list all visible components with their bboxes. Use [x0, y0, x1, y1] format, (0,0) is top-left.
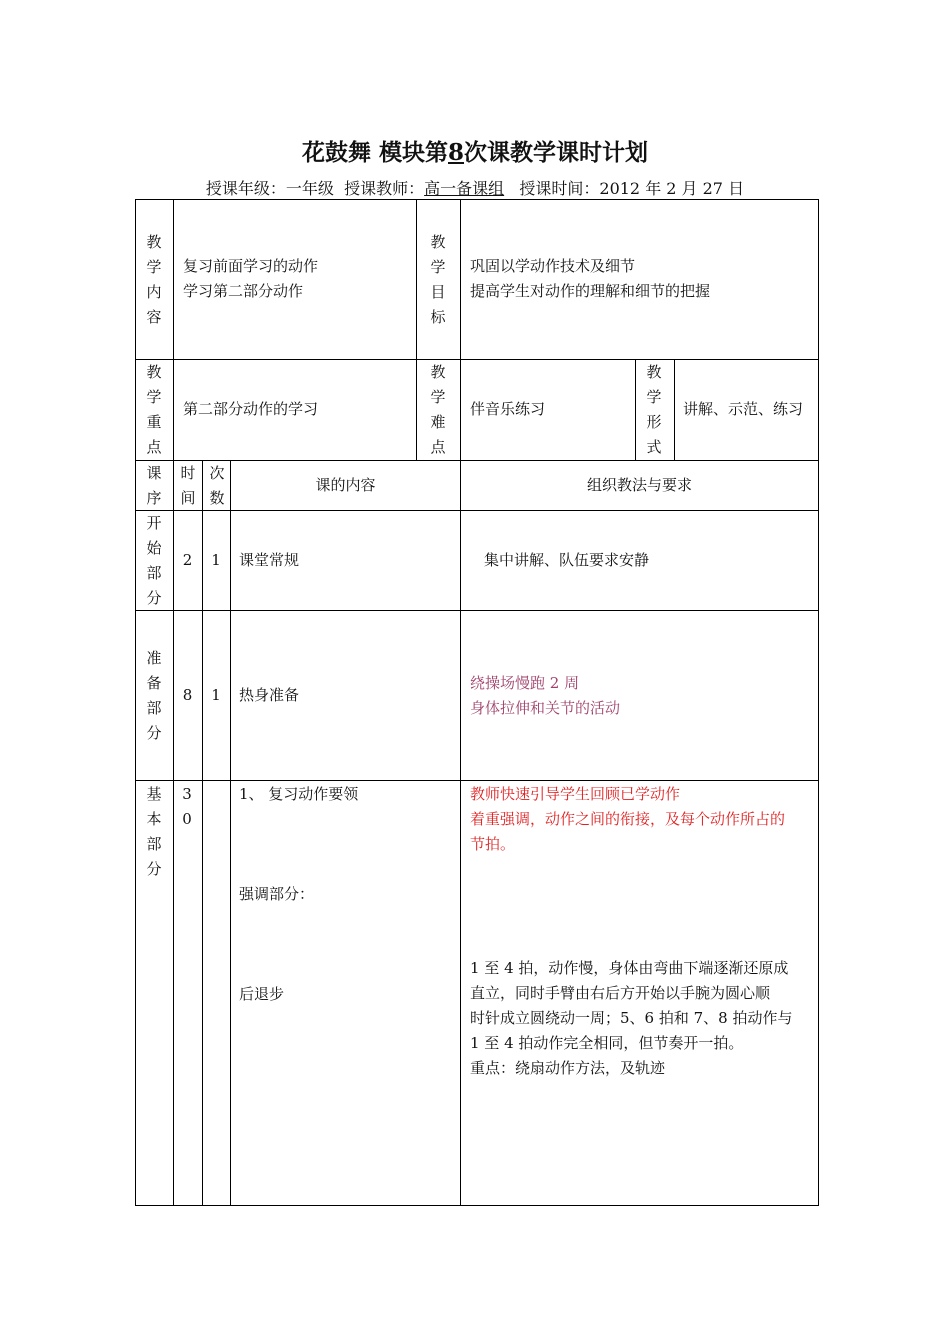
lesson-info-line: [0, 176, 950, 199]
section-content-item: 强调部分：: [239, 885, 315, 903]
title-lesson-number: 8: [448, 139, 465, 166]
section-count: 1: [211, 686, 221, 704]
section-content: 课堂常规: [239, 551, 300, 569]
section-name: 开 始 部 分: [146, 514, 162, 607]
lesson-time: 授课时间：2012 年 2 月 27 日: [504, 179, 745, 198]
label-teaching-form: 教 学 形 式: [646, 363, 662, 456]
label-teaching-focus: 教 学 重 点: [146, 363, 162, 456]
teaching-focus: 第二部分动作的学习: [183, 400, 319, 418]
label-teaching-difficulty: 教 学 难 点: [430, 363, 446, 456]
method-line: 直立，同时手臂由右后方开始以手腕为圆心顺: [470, 984, 771, 1002]
method-line: 重点：绕扇动作方法，及轨迹: [470, 1059, 666, 1077]
header-count: 次 数: [209, 464, 225, 507]
section-method-emphasis: [470, 782, 815, 857]
content-line: 学习第二部分动作: [183, 282, 304, 300]
section-method: 集中讲解、队伍要求安静: [484, 551, 650, 569]
method-line: 时针成立圆绕动一周；5、6 拍和 7、8 拍动作与: [470, 1009, 793, 1027]
section-count: 1: [211, 551, 221, 569]
teaching-form: 讲解、示范、练习: [683, 400, 804, 418]
title-text-2: 次课教学课时计划: [464, 139, 649, 166]
section-time: 30: [182, 785, 192, 828]
method-line: 身体拉伸和关节的活动: [470, 699, 621, 717]
label-teaching-content: 教 学 内 容: [146, 233, 162, 326]
teacher-name: 高一备课组: [424, 179, 505, 198]
section-name: 准 备 部 分: [146, 649, 162, 742]
section-time: 8: [182, 686, 193, 704]
teaching-content: [183, 254, 413, 304]
header-method: 组织教法与要求: [586, 476, 692, 494]
header-content: 课的内容: [315, 476, 376, 494]
header-order: 课 序: [146, 464, 162, 507]
header-time: 时 间: [180, 464, 196, 507]
method-line: 1 至 4 拍，动作慢，身体由弯曲下端逐渐还原成: [470, 959, 789, 977]
content-line: 复习前面学习的动作: [183, 257, 319, 275]
section-method-detail: [470, 956, 815, 1081]
goal-line: 提高学生对动作的理解和细节的把握: [470, 282, 711, 300]
title-text: 花鼓舞 模块第: [301, 139, 448, 166]
section-time: 2: [182, 551, 193, 569]
section-content-item: 1、 复习动作要领: [239, 785, 359, 803]
grade-label: 授课年级：一年级 授课教师：: [205, 179, 425, 198]
method-line: 绕操场慢跑 2 周: [470, 674, 580, 692]
teaching-goal: [470, 254, 815, 304]
method-line: 节拍。: [470, 835, 516, 853]
method-line: 1 至 4 拍动作完全相同，但节奏开一拍。: [470, 1034, 744, 1052]
section-name: 基 本 部 分: [146, 785, 162, 878]
section-content-item: 后退步: [239, 985, 285, 1003]
teaching-difficulty: 伴音乐练习: [470, 400, 546, 418]
page-title: [0, 134, 950, 167]
method-line: 教师快速引导学生回顾已学动作: [470, 785, 681, 803]
goal-line: 巩固以学动作技术及细节: [470, 257, 636, 275]
section-content: 热身准备: [239, 686, 300, 704]
section-method: [470, 671, 810, 721]
label-teaching-goal: 教 学 目 标: [430, 233, 446, 326]
method-line: 着重强调，动作之间的衔接，及每个动作所占的: [470, 810, 786, 828]
